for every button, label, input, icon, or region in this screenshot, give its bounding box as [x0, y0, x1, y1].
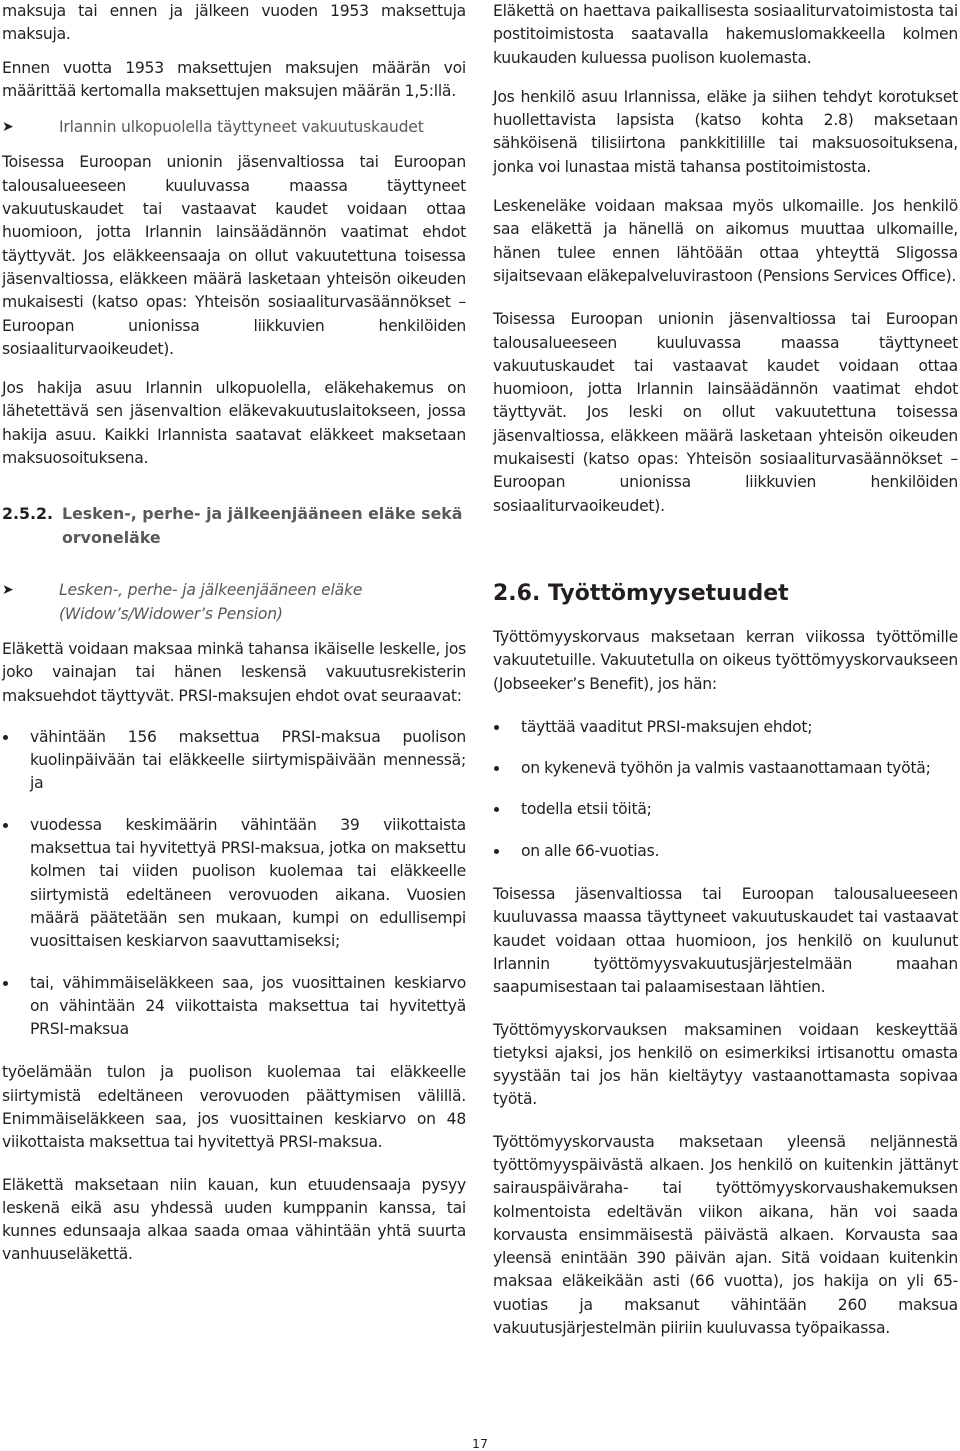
- bullet-dot-icon: [494, 725, 499, 730]
- heading-2-6: [493, 580, 958, 608]
- list-item: vuodessa keskimäärin vähintään 39 viikottaista maksettua tai hyvitettyä PRSI-maksua, jotka on maksettu kolmen tai viiden puolison kuolemaa tai eläkkeelle siirtymistä edeltäneen verovuoden aikana. Vuosien määrä päätetään sen mukaan, kumpi on edullisempi vuosittaisen keskiarvon saavuttamiseksi;: [2, 814, 466, 954]
- paragraph-applicant-abroad: Jos hakija asuu Irlannin ulkopuolella, eläkehakemus on lähetettävä sen jäsenvaltion eläkevakuutuslaitokseen, jossa hakija asuu. Kaikki Irlannista saatavat eläkkeet maksetaan maksuosoituksena.: [2, 379, 466, 468]
- bullet-dot-icon: [3, 981, 8, 986]
- list-item: on alle 66-vuotias.: [493, 840, 958, 863]
- arrowhead-right-icon: ➤: [2, 582, 14, 599]
- list-eligibility: [493, 716, 958, 863]
- right-column: [493, 0, 958, 1340]
- bullet-dot-icon: [494, 849, 499, 854]
- heading-widow-pension-line2: (Widow’s/Widower’s Pension): [59, 604, 283, 623]
- paragraph-how-to-apply: Eläkettä on haettava paikallisesta sosiaaliturvatoimistosta tai postitoimistosta saatavalla hakemuslomakkeella kolmen kuukauden kuluessa puolison kuolemasta.: [493, 2, 958, 67]
- list-prsi-conditions: [2, 726, 466, 1042]
- heading-2-5-2-number: 2.5.2.: [2, 504, 53, 524]
- paragraph-unemployment-eu: Toisessa jäsenvaltiossa tai Euroopan talousalueeseen kuuluvassa maassa täyttyneet vakuutuskaudet tai vastaavat kaudet voidaan ottaa huomioon, jos henkilö on kuulunut Irlannin työttömyysvakuutusjärjestelmään maahan saapumisestaan tai palaamisestaan lähtien.: [493, 885, 958, 997]
- paragraph-unemployment-intro: Työttömyyskorvaus maksetaan kerran viikossa työttömille vakuutetuille. Vakuutetulla on oikeus työttömyyskorvaukseen (Jobseeker’s Benefit), jos hän:: [493, 627, 958, 693]
- bullet-dot-icon: [3, 823, 8, 828]
- paragraph-working-life: työelämään tulon ja puolison kuolemaa tai eläkkeelle siirtymistä edeltäneen verovuoden päättymisen välillä. Enimmäiseläkkeen saa, jos vuosittainen keskiarvo on 48 viikottaista maksettua tai hyvitettyä PRSI-maksua.: [2, 1063, 466, 1152]
- list-item: vähintään 156 maksettua PRSI-maksua puolison kuolinpäivään tai eläkkeelle siirtymispäivään mennessä; ja: [2, 726, 466, 796]
- paragraph-paid-abroad: Leskeneläke voidaan maksaa myös ulkomaille. Jos henkilö saa eläkettä ja hänellä on aikomus muuttaa ulkomaille, hänen tulee ennen lähtöään ottaa yhteyttä Sligossa sijaitsevaan eläkepalveluvirastoon (Pensions Services Office).: [493, 197, 958, 285]
- page-number: 17: [472, 1436, 488, 1451]
- heading-widow-pension: [2, 579, 466, 626]
- paragraph-paid-until: Eläkettä maksetaan niin kauan, kun etuudensaaja pysyy leskenä eikä asu yhdessä uuden kumppanin kanssa, tai kunnes edunsaaja alkaa saada omaa vähintään yhtä suurta vanhuuseläkettä.: [2, 1175, 466, 1264]
- heading-2-5-2-text: Lesken-, perhe- ja jälkeenjääneen eläke sekä orvoneläke: [62, 504, 463, 547]
- paragraph-intro-continued: maksuja tai ennen ja jälkeen vuoden 1953 maksettuja maksuja.: [2, 2, 466, 44]
- paragraph-eu-periods-widow: Toisessa Euroopan unionin jäsenvaltiossa tai Euroopan talousalueeseen kuuluvassa maassa täyttyneet vakuutuskaudet tai vastaavat kaudet voidaan ottaa huomioon, jotta Irlannin lainsäädännön vaatimat ehdot täyttyvät. Jos leski on ollut vakuutettuna toisessa jäsenvaltiossa, eläkkeen määrä lasketaan yhteisön oikeuden mukaisesti (katso opas: Yhteisön sosiaaliturvasäännökset – Euroopan unionissa liikkuvien henkilöiden sosiaaliturvaoikeudet).: [493, 310, 958, 515]
- paragraph-fourth-day: Työttömyyskorvausta maksetaan yleensä neljännestä työttömyyspäivästä alkaen. Jos henkilö on kuitenkin jättänyt sairauspäiväraha- tai työttömyyskorvaushakemuksen kolmentoista edeltävän viikon aikana, hän voi saada korvausta ensimmäisestä päivästä alkaen. Korvausta saa yleensä enintään 390 päivän ajan. Sitä voidaan kuitenkin maksaa eläkeikään asti (66 vuotta), jos hakija on yli 65-vuotias ja maksanut vähintään 260 maksua vakuutusjärjestelmän piiriin kuuluvassa työpaikassa.: [493, 1132, 958, 1338]
- list-item: todella etsii töitä;: [493, 798, 958, 821]
- heading-2-6-number: 2.6.: [493, 580, 541, 606]
- bullet-dot-icon: [3, 735, 8, 740]
- heading-insurance-abroad-text: Irlannin ulkopuolella täyttyneet vakuutuskaudet: [59, 118, 424, 137]
- list-item: on kykenevä työhön ja valmis vastaanottamaan työtä;: [493, 757, 958, 780]
- paragraph-widow-intro: Eläkettä voidaan maksaa minkä tahansa ikäiselle leskelle, jos joko vainajan tai hänen leskensä vakuutusrekisterin maksuehdot täyttyvät. PRSI-maksujen ehdot ovat seuraavat:: [2, 639, 466, 705]
- paragraph-eu-periods: Toisessa Euroopan unionin jäsenvaltiossa tai Euroopan talousalueeseen kuuluvassa maassa täyttyneet vakuutuskaudet tai vastaavat kaudet voidaan ottaa huomioon, jotta Irlannin lainsäädännön vaatimat ehdot täyttyvät. Jos eläkkeensaaja on ollut vakuutettuna toisessa jäsenvaltiossa, eläkkeen määrä lasketaan yhteisön oikeuden mukaisesti (katso opas: Yhteisön sosiaaliturvasäännökset – Euroopan unionissa liikkuvien henkilöiden sosiaaliturvaoikeudet).: [2, 153, 466, 358]
- heading-widow-pension-line1: Lesken-, perhe- ja jälkeenjääneen eläke: [59, 581, 363, 600]
- heading-2-5-2: [2, 502, 466, 549]
- bullet-dot-icon: [494, 766, 499, 771]
- paragraph-ireland-resident: Jos henkilö asuu Irlannissa, eläke ja siihen tehdyt korotukset huollettavista lapsista (katso kohta 2.8) maksetaan sähköisenä tilisiirtona pankkitilille tai maksuosoituksena, jonka voi lunastaa mistä tahansa postitoimistosta.: [493, 87, 958, 176]
- list-item: tai, vähimmäiseläkkeen saa, jos vuosittainen keskiarvo on vähintään 24 viikottaista maksettua tai hyvitettyä PRSI-maksua: [2, 972, 466, 1042]
- heading-insurance-abroad: [2, 116, 466, 139]
- paragraph-before-1953: Ennen vuotta 1953 maksettujen maksujen määrän voi määrittää kertomalla maksettujen maksujen määrän 1,5:llä.: [2, 58, 466, 100]
- left-column: [2, 0, 466, 1267]
- heading-2-6-text: Työttömyysetuudet: [548, 580, 789, 606]
- list-item: täyttää vaaditut PRSI-maksujen ehdot;: [493, 716, 958, 739]
- arrowhead-right-icon: ➤: [2, 119, 14, 136]
- bullet-dot-icon: [494, 807, 499, 812]
- paragraph-suspension: Työttömyyskorvauksen maksaminen voidaan keskeyttää tietyksi ajaksi, jos henkilö on esimerkiksi irtisanottu omasta syystään tai jos hän kieltäytyy vastaanottamasta sopivaa työtä.: [493, 1020, 958, 1109]
